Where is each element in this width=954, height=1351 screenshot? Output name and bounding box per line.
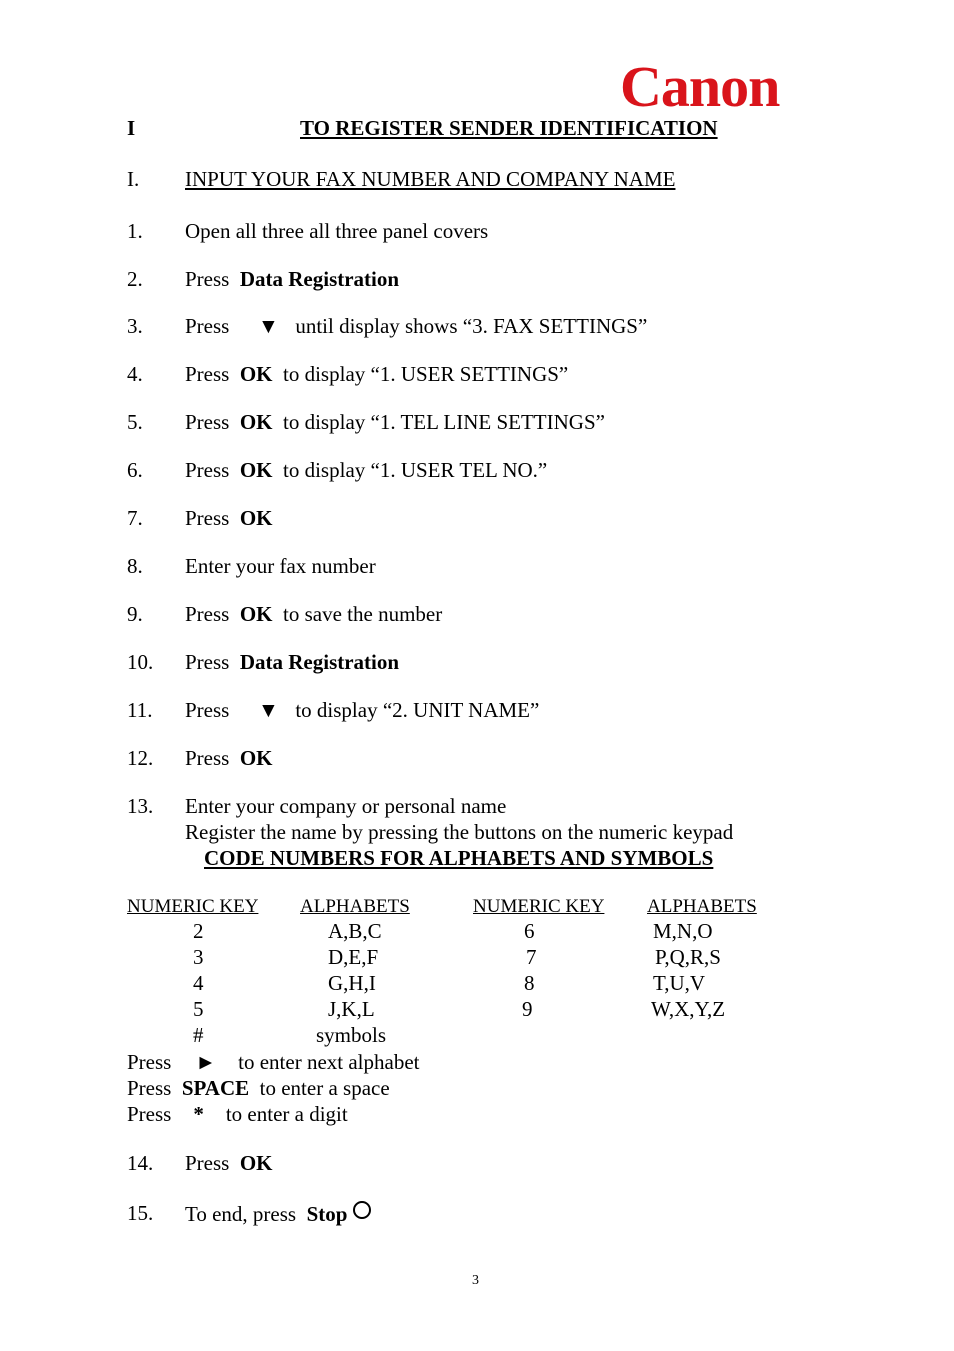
step-number: 15. [127, 1201, 154, 1225]
page-number: 3 [472, 1273, 479, 1288]
step-text: To end, press [185, 1202, 297, 1226]
table-key: 7 [526, 945, 537, 969]
press-detail: to enter a digit [225, 1102, 348, 1126]
page-title: TO REGISTER SENDER IDENTIFICATION [300, 116, 718, 140]
step-number: 12. [127, 746, 154, 770]
step-key: OK [239, 410, 273, 434]
header-numeric-key-left: NUMERIC KEY [127, 896, 259, 917]
step-text: Press [185, 602, 230, 626]
code-table-title: CODE NUMBERS FOR ALPHABETS AND SYMBOLS [204, 846, 714, 870]
step-key: OK [239, 602, 273, 626]
header-alphabets-left: ALPHABETS [300, 896, 410, 917]
table-letters: D,E,F [328, 945, 379, 969]
table-key: 4 [193, 971, 204, 995]
step-text: Press [185, 314, 230, 338]
step-13-detail: Register the name by pressing the buttons on the numeric keypad [185, 820, 734, 844]
step-text: Press [185, 746, 230, 770]
table-key: 2 [193, 919, 204, 943]
step-number: 10. [127, 650, 154, 674]
step-number: 5. [127, 410, 143, 434]
step-key: OK [239, 362, 273, 386]
down-arrow-icon: ▼ [257, 314, 279, 338]
press-detail: to enter next alphabet [238, 1050, 420, 1074]
step-detail: to display “2. UNIT NAME” [295, 698, 540, 722]
table-letters: symbols [316, 1023, 387, 1047]
asterisk-key: * [193, 1102, 204, 1126]
table-key: 6 [524, 919, 535, 943]
step-text: Enter your fax number [185, 554, 376, 578]
table-key: 8 [524, 971, 535, 995]
step-number: 4. [127, 362, 143, 386]
section-number: I. [127, 167, 140, 191]
step-text: Press [185, 267, 230, 291]
press-text: Press [127, 1050, 172, 1074]
table-key: # [193, 1023, 204, 1047]
table-letters: G,H,I [328, 971, 376, 995]
table-key: 5 [193, 997, 204, 1021]
space-key: SPACE [181, 1076, 250, 1100]
step-number: 2. [127, 267, 143, 291]
canon-logo: Canon [620, 54, 780, 119]
stop-circle-icon [353, 1201, 371, 1219]
step-text: Enter your company or personal name [185, 794, 507, 818]
title-number: I [127, 116, 136, 140]
step-detail: to display “1. USER TEL NO.” [283, 458, 548, 482]
step-key: Data Registration [239, 267, 400, 291]
press-text: Press [127, 1102, 172, 1126]
press-text: Press [127, 1076, 172, 1100]
step-number: 3. [127, 314, 143, 338]
press-detail: to enter a space [259, 1076, 390, 1100]
table-letters: A,B,C [328, 919, 382, 943]
step-key: OK [239, 458, 273, 482]
step-number: 1. [127, 219, 143, 243]
table-letters: T,U,V [653, 971, 706, 995]
down-arrow-icon: ▼ [257, 698, 279, 722]
step-detail: until display shows “3. FAX SETTINGS” [295, 314, 648, 338]
table-letters: J,K,L [328, 997, 375, 1021]
step-text: Press [185, 650, 230, 674]
step-text: Press [185, 1151, 230, 1175]
step-number: 9. [127, 602, 143, 626]
step-detail: to save the number [283, 602, 443, 626]
right-arrow-icon: ► [195, 1050, 217, 1074]
table-key: 3 [193, 945, 204, 969]
step-key: Stop [306, 1202, 348, 1226]
header-numeric-key-right: NUMERIC KEY [473, 896, 605, 917]
step-text: Press [185, 410, 230, 434]
press-line-digit [127, 1102, 348, 1127]
step-number: 14. [127, 1151, 154, 1175]
step-key: OK [239, 506, 273, 530]
step-text: Press [185, 506, 230, 530]
step-text: Open all three all three panel covers [185, 219, 489, 243]
step-text: Press [185, 362, 230, 386]
table-letters: P,Q,R,S [655, 945, 721, 969]
step-text: Press [185, 698, 230, 722]
step-key: OK [239, 1151, 273, 1175]
step-detail: to display “1. TEL LINE SETTINGS” [283, 410, 605, 434]
step-text: Press [185, 458, 230, 482]
press-line-next [127, 1050, 419, 1075]
press-line-space [127, 1076, 390, 1101]
step-detail: to display “1. USER SETTINGS” [283, 362, 569, 386]
section-title: INPUT YOUR FAX NUMBER AND COMPANY NAME [185, 167, 676, 191]
step-key: Data Registration [239, 650, 400, 674]
header-alphabets-right: ALPHABETS [647, 896, 757, 917]
step-number: 7. [127, 506, 143, 530]
table-letters: W,X,Y,Z [651, 997, 726, 1021]
step-key: OK [239, 746, 273, 770]
step-number: 8. [127, 554, 143, 578]
step-number: 11. [127, 698, 153, 722]
table-letters: M,N,O [653, 919, 713, 943]
step-number: 13. [127, 794, 154, 818]
step-number: 6. [127, 458, 143, 482]
table-key: 9 [522, 997, 533, 1021]
